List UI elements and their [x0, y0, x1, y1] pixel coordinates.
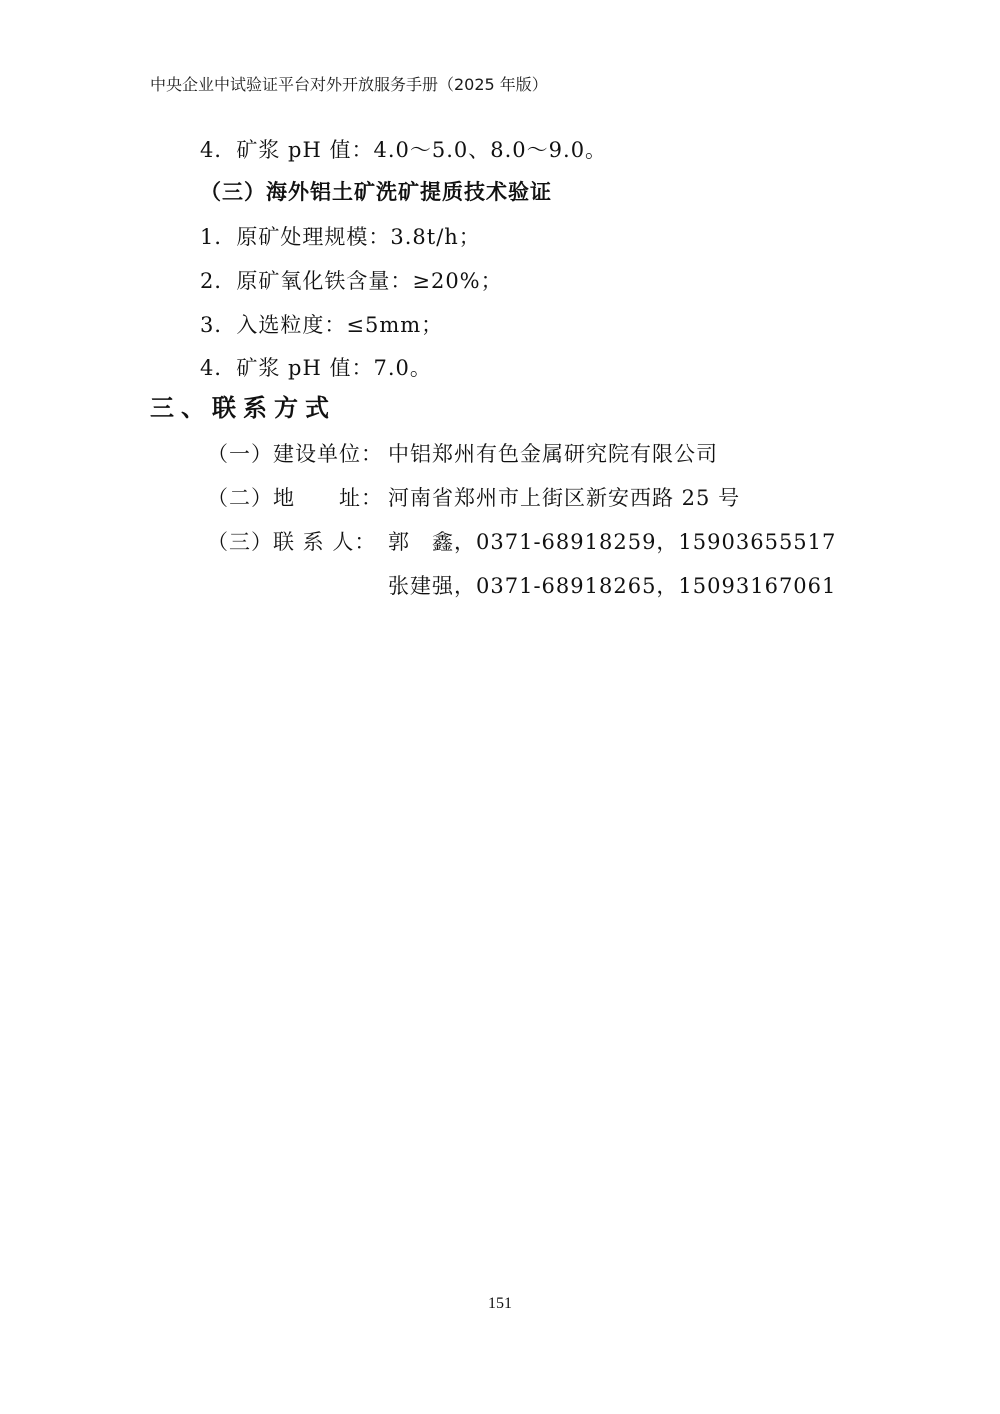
contact-person-label: （三）联 系 人：	[207, 530, 377, 554]
list-item: 1．原矿处理规模：3.8t/h；	[200, 225, 481, 249]
section-heading: 三、联系方式	[150, 394, 336, 422]
list-item: 4．矿浆 pH 值：4.0～5.0、8.0～9.0。	[200, 138, 608, 162]
page-header: 中央企业中试验证平台对外开放服务手册（2025 年版）	[150, 75, 548, 94]
contact-person-1: 郭 鑫，0371-68918259，15903655517	[388, 530, 837, 554]
subsection-heading: （三）海外铝土矿洗矿提质技术验证	[200, 180, 552, 204]
list-item: 4．矿浆 pH 值：7.0。	[200, 356, 432, 380]
list-item: 3．入选粒度：≤5mm；	[200, 313, 444, 337]
contact-person-2: 张建强，0371-68918265，15093167061	[388, 574, 837, 598]
contact-unit-value: 中铝郑州有色金属研究院有限公司	[388, 442, 718, 466]
list-item: 2．原矿氧化铁含量：≥20%；	[200, 269, 503, 293]
page-number: 151	[488, 1295, 512, 1312]
contact-address-label: （二）地 址：	[207, 486, 383, 510]
contact-address-value: 河南省郑州市上街区新安西路 25 号	[388, 486, 741, 510]
contact-unit-label: （一）建设单位：	[207, 442, 383, 466]
